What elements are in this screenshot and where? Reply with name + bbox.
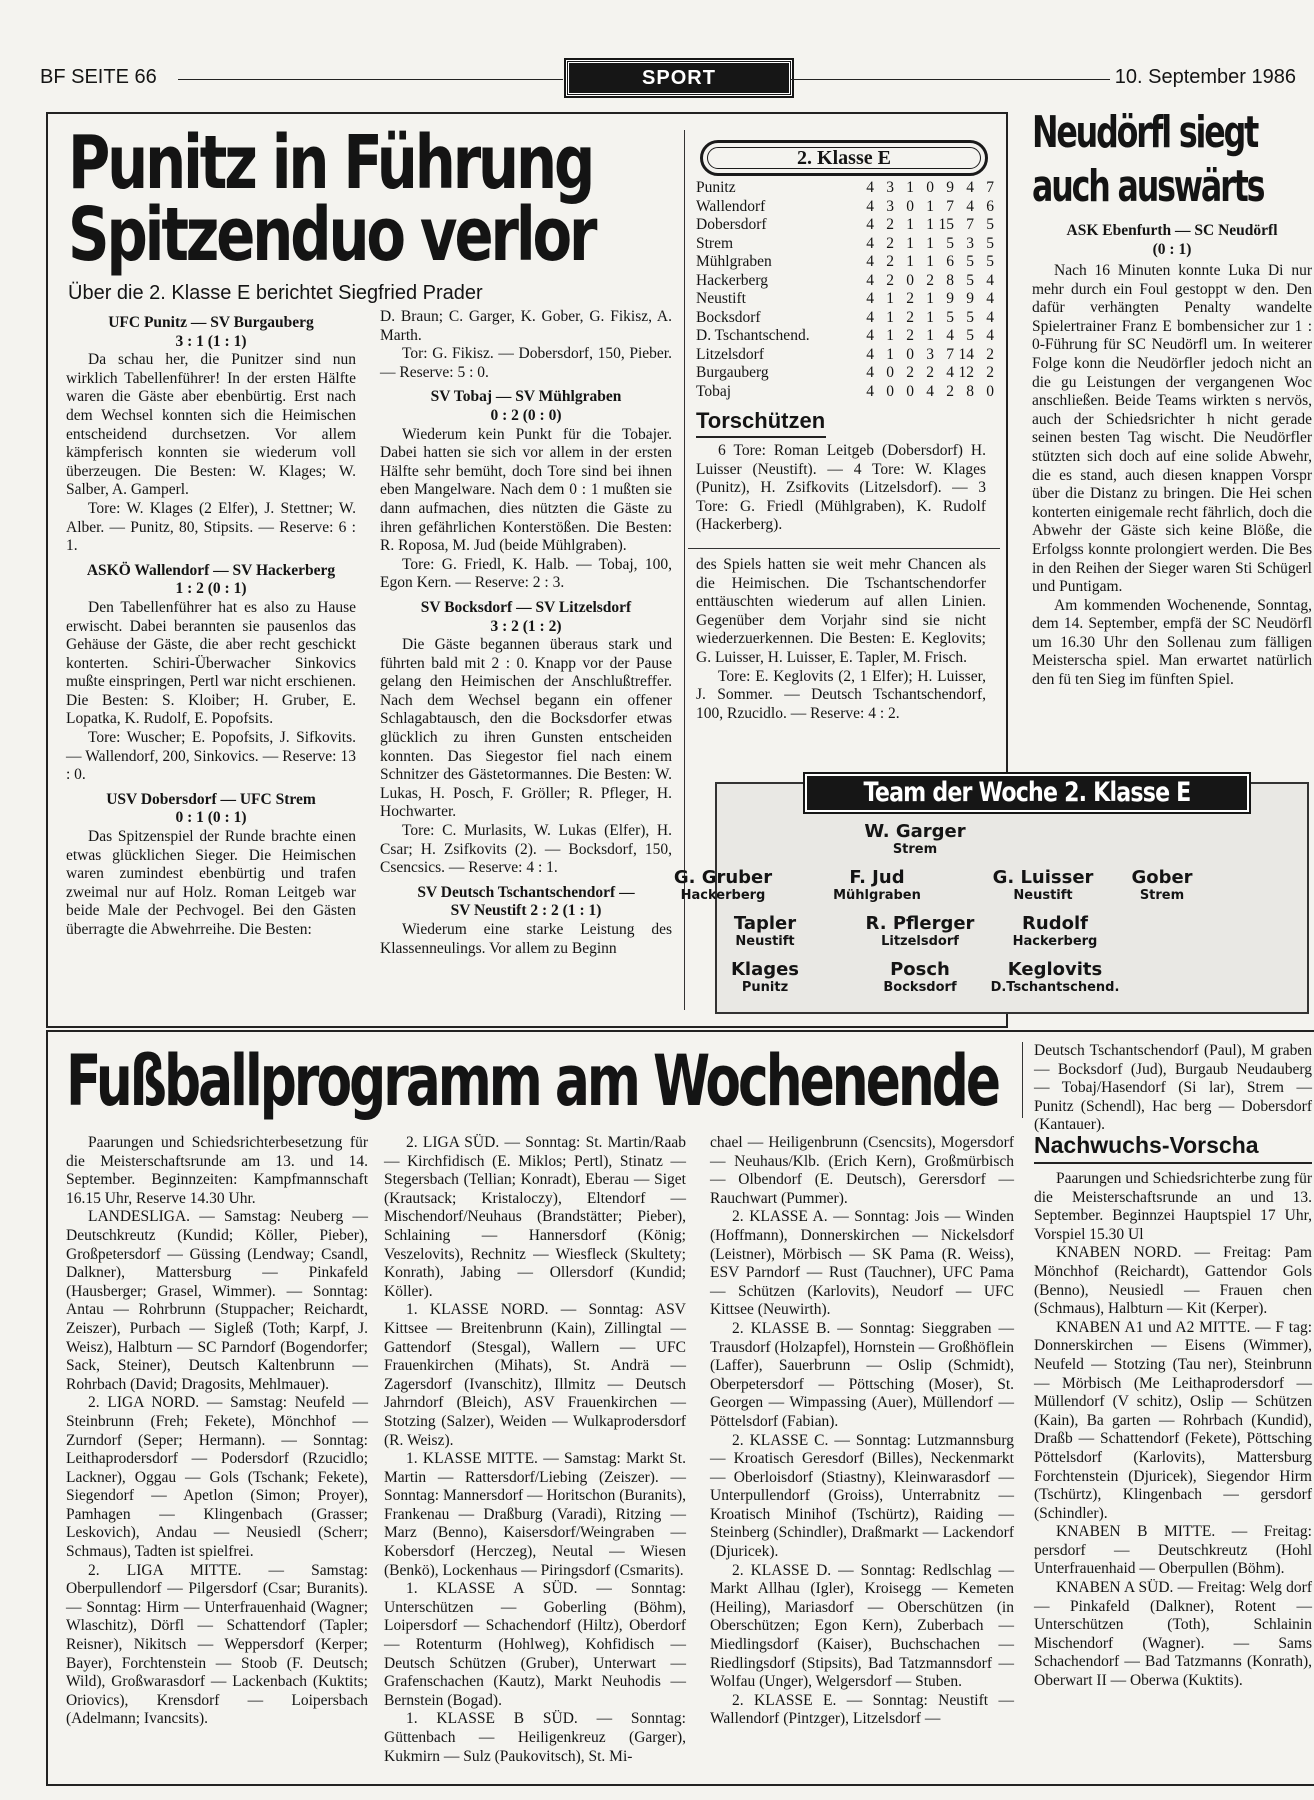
stat-cell: 1 <box>926 234 934 252</box>
program-paragraph: 2. KLASSE D. — Sonntag: Redlschlag — Markt Allhau (Igler), Kroisegg — Kemeten (Heiling), Mariasdorf — Oberschützen (in Oberschützen; Egon Kern), Zuberbach — Miedlingsdorf (Kaiser), Buchschachen — Riedlingsdorf (Stipsits), Bad Tatzmannsdorf — Wolfau (Unger), Welgersdorf — Stuben. <box>710 1561 1014 1691</box>
match-header: 3 : 2 (1 : 2) <box>490 617 562 635</box>
youth-title-underline <box>1034 1162 1312 1164</box>
standings-row <box>696 179 994 198</box>
player-club: Punitz <box>741 980 789 995</box>
player-name: W. Garger <box>864 821 966 842</box>
player-name: Rudolf <box>1022 913 1088 934</box>
article-paragraph: Die Gäste begannen überaus stark und führten bald mit 2 : 0. Knapp vor der Pause gelang den Heimischen der Anschlußtreffer. Nach dem Wechsel begann ein offener Schlagabtausch, den die Bocksdorfer etwas glücklich zu ihren Gunsten entscheiden konnten. Das Siegestor fiel nach einem Schnitzer des Gästetormannes. Die Besten: W. Lukas, H. Posch, F. Gröller; R. Pfleger, H. Hochwarter. <box>380 636 672 821</box>
article-paragraph: Das Spitzenspiel der Runde brachte einen etwas glücklichen Sieger. Die Heimischen waren zumindest ebenbürtig und trafen zweimal nur auf Holz. Roman Leitgeb war beide Male der Pechvogel. Bei den Gästen überragte die Abwehrreihe. Die Besten: <box>66 828 356 938</box>
stat-cell: 1 <box>886 308 894 326</box>
program-paragraph: 1. KLASSE B SÜD. — Sonntag: Güttenbach — Heiligenkreuz (Garger), Kukmirn — Sulz (Paukovitsch), St. Mi- <box>384 1710 686 1765</box>
stat-cell: 5 <box>946 234 954 252</box>
program-paragraph: KNABEN A1 und A2 MITTE. — F tag: Donnerskirchen — Eisens (Wimmer), Neufeld — Stotzing (Tau ner), Steinbrunn — Mörbisch (Me Leithaprodersdorf — Müllendorf (V schitz), Oslip — Schützen (Kain), Ba garten — Rohrbach (Kundid), Draßb — Schattendorf (Fekete), Pöttsching Pöttelsdorf (Karlovits), Mattersburg Forchtenstein (Djuricek), Siegendor Hirm (Tschürtz), Klingenbach — gersdorf (Schindler). <box>1034 1318 1312 1522</box>
side-match: ASK Ebenfurth — SC Neudörfl (0 : 1) <box>1066 222 1278 258</box>
stat-cell: 9 <box>946 290 954 307</box>
program-paragraph: KNABEN A SÜD. — Freitag: Welg dorf — Pinkafeld (Dalkner), Rotent — Unterschützen (Toth), Schlainin Mischendorf (Wagner). — Sams Schachendorf — Bad Tatzmanns (Konrath), Oberwart II — Oberwa (Kuktits). <box>1034 1579 1312 1690</box>
main-article-column-3 <box>696 556 986 761</box>
program-paragraph: 2. KLASSE E. — Sonntag: Neustift — Wallendorf (Pintzger), Litzelsdorf — <box>710 1691 1014 1728</box>
stat-cell: 0 <box>906 345 914 363</box>
stat-cell: 7 <box>966 216 974 233</box>
standings-row <box>696 364 994 383</box>
article-paragraph: Tore: G. Friedl, K. Halb. — Tobaj, 100, Egon Kern. — Reserve: 2 : 3. <box>380 555 672 592</box>
stat-cell: 5 <box>966 271 974 289</box>
match-header: SV Deutsch Tschantschendorf — <box>417 883 635 901</box>
team-name: Mühlgraben <box>696 253 772 270</box>
match-header: 0 : 1 (0 : 1) <box>175 809 247 827</box>
program-paragraph: chael — Heiligenbrunn (Csencsits), Mogersdorf — Neuhaus/Klb. (Erich Kern), Großmürbisch — Olbendorf (E. Deutsch), Gerersdorf — Rauchwart (Pummer). <box>710 1134 1014 1207</box>
stat-cell: 1 <box>886 290 894 307</box>
side-headline-line1: Neudörfl siegt <box>1032 107 1258 158</box>
stat-cell: 4 <box>866 179 874 196</box>
stat-cell: 3 <box>886 197 894 215</box>
stat-cell: 5 <box>946 308 954 326</box>
team-player <box>638 868 808 903</box>
standings-row <box>696 309 994 328</box>
team-name: Dobersdorf <box>696 216 767 233</box>
main-article-column-2 <box>380 308 672 1018</box>
stat-cell: 8 <box>946 271 954 289</box>
program-divider <box>1022 1042 1023 1118</box>
standings-row <box>696 290 994 309</box>
program-headline: Fußballprogramm am Wochenende <box>66 1040 999 1122</box>
article-paragraph: Da schau her, die Punitzer sind nun wirklich Tabellenführer! In der ersten Hälfte waren die Gäste aber ebenbürtig. Erst nach dem Wechsel konnten sich die Heimischen entscheidend durchsetzen. Vor allem kämpferisch konnten sie wiederum voll überzeugen. Die Besten: W. Klages; W. Salber, A. Gamperl. <box>66 351 356 499</box>
article-paragraph: D. Braun; C. Garger, K. Gober, G. Fikisz, A. Marth. <box>380 308 672 344</box>
main-headline-line2: Spitzenduo verlor <box>68 192 595 278</box>
stat-cell: 1 <box>906 179 914 196</box>
stat-cell: 7 <box>986 179 994 196</box>
stat-cell: 3 <box>886 179 894 196</box>
player-name: Keglovits <box>1007 959 1103 980</box>
standings-row <box>696 346 994 365</box>
program-column-1 <box>66 1134 368 1774</box>
match-header: SV Neustift 2 : 2 (1 : 1) <box>450 902 602 920</box>
stat-cell: 1 <box>926 216 934 233</box>
player-club: Hackerberg <box>680 888 766 903</box>
stat-cell: 4 <box>866 253 874 270</box>
stat-cell: 4 <box>866 345 874 363</box>
stat-cell: 8 <box>966 382 974 400</box>
player-club: Strem <box>892 842 938 857</box>
match-header: 3 : 1 (1 : 1) <box>175 332 247 350</box>
team-name: Tobaj <box>696 382 732 400</box>
standings-title: 2. Klasse E <box>700 140 988 176</box>
program-paragraph: Paarungen und Schiedsrichterbe zung für die Meisterschaftsrunde an und 13. September. Beginnzei Hauptspiel 17 Uhr, Vorspiel 15.30 Ul <box>1034 1170 1312 1243</box>
stat-cell: 3 <box>966 234 974 252</box>
program-paragraph: Paarungen und Schiedsrichterbesetzung für die Meisterschaftsrunde am 13. und 14. September. Beginnzeiten: Kampfmannschaft 16.15 Uhr, Reserve 14.30 Uhr. <box>66 1134 368 1207</box>
standings-row <box>696 327 994 346</box>
article-paragraph: Tor: G. Fikisz. — Dobersdorf, 150, Pieber. — Reserve: 5 : 0. <box>380 345 672 381</box>
program-paragraph: 2. LIGA SÜD. — Sonntag: St. Martin/Raab — Kirchfidisch (E. Miklos; Pertl), Stinatz — Stegersbach (Tellian; Konradt), Eberau — Siget (Krautsack; Kristaloczy), Eltendorf — Mischendorf/Neuhaus (Brandstätter; Pieber), Schlaining — Hannersdorf (König; Veszelovits), Rechnitz — Wiesfleck (Skultety; Konrath), Jabing — Ollersdorf (Kundid; Köller). <box>384 1134 686 1300</box>
player-name: G. Gruber <box>673 867 773 888</box>
player-club: Mühlgraben <box>833 888 921 903</box>
header-rule-right <box>790 79 1110 80</box>
stat-cell: 4 <box>986 308 994 326</box>
match-header: ASKÖ Wallendorf — SV Hackerberg <box>86 561 336 579</box>
player-club: Bocksdorf <box>883 980 957 995</box>
team-name: Punitz <box>696 179 736 196</box>
stat-cell: 0 <box>886 382 894 400</box>
page-number: BF SEITE 66 <box>40 66 157 88</box>
stat-cell: 2 <box>906 290 914 307</box>
stat-cell: 4 <box>986 271 994 289</box>
match-header: SV Bocksdorf — SV Litzelsdorf <box>420 598 632 616</box>
program-paragraph: 1. KLASSE A SÜD. — Sonntag: Unterschützen — Goberling (Böhm), Loipersdorf — Schachendorf (Hiltz), Oberdorf — Rotenturm (Hohlweg), Kohfidisch — Deutsch Schützen (Gruber), Unterwart — Grafenschachen (Kautz), Markt Neuhodis — Bernstein (Bogad). <box>384 1580 686 1709</box>
stat-cell: 6 <box>946 253 954 270</box>
stat-cell: 4 <box>866 234 874 252</box>
stat-cell: 5 <box>966 308 974 326</box>
team-name: Bocksdorf <box>696 308 761 326</box>
stat-cell: 4 <box>866 364 874 381</box>
stat-cell: 1 <box>926 253 934 270</box>
standings-row <box>696 383 994 402</box>
program-paragraph: 2. LIGA MITTE. — Samstag: Oberpullendorf — Pilgersdorf (Csar; Buranits). — Sonntag: Hirm — Unterfrauenhaid (Wagner; Wlaschitz), Dörfl — Schattendorf (Tapler; Reisner), Nikitsch — Weppersdorf (Kerper; Bayer), Forchtenstein — Stoob (F. Deutsch; Wild), Großwarasdorf — Lackenbach (Kuktits; Oriovics), Krensdorf — Loipersbach (Adelmann; Ivancsits). <box>66 1561 368 1728</box>
team-name: Burgauberg <box>696 364 769 381</box>
program-paragraph: 2. KLASSE A. — Sonntag: Jois — Winden (Hoffmann), Donnerskirchen — Nickelsdorf (Leistner), Mörbisch — SK Pama (R. Weiss), ESV Parndorf — Rust (Tauchner), UFC Pama — Schützen (Karlovits), Neudorf — UFC Kittsee (Neuwirth). <box>710 1208 1014 1319</box>
stat-cell: 1 <box>906 234 914 252</box>
stat-cell: 0 <box>906 271 914 289</box>
team-name: Hackerberg <box>696 271 769 289</box>
article-paragraph: Den Tabellenführer hat es also zu Hause erwischt. Dabei berannten sie pausenlos das Gehäuse der Gäste, die aber recht geschickt konterten. Schiri-Überwacher Sinkovics mußte einspringen, Pertl war nicht erschienen. Die Besten: S. Kloiber; H. Gruber, E. Lopatka, K. Rudolf, E. Popofsits. <box>66 598 356 728</box>
stat-cell: 6 <box>986 197 994 215</box>
stat-cell: 2 <box>986 364 994 381</box>
byline: Über die 2. Klasse E berichtet Siegfried Prader <box>68 282 483 304</box>
team-player <box>680 914 850 949</box>
program-paragraph: KNABEN B MITTE. — Freitag: persdorf — Deutschkreutz (Hohl Unterfrauenhaid — Oberpullen (Böhm). <box>1034 1523 1312 1578</box>
stat-cell: 4 <box>986 327 994 344</box>
standings-row <box>696 272 994 291</box>
stat-cell: 9 <box>966 290 974 307</box>
stat-cell: 1 <box>906 253 914 270</box>
header-rule-left <box>178 79 563 80</box>
match-header: UFC Punitz — SV Burgauberg <box>108 314 314 331</box>
stat-cell: 2 <box>886 253 894 270</box>
stat-cell: 4 <box>866 290 874 307</box>
stat-cell: 2 <box>986 345 994 363</box>
stat-cell: 2 <box>906 308 914 326</box>
side-headline-line2: auch auswärts <box>1032 161 1264 212</box>
program-paragraph: KNABEN NORD. — Freitag: Pam Mönchhof (Reichardt), Gattendor Gols (Benno), Neusiedl — Frauen chen (Schmaus), Halbturn — Kit (Kerper). <box>1034 1244 1312 1318</box>
article-paragraph: des Spiels hatten sie weit mehr Chancen als die Heimischen. Die Tschantschendorfer enttäuschten wiederum auf allen Linien. Gegenüber dem Vorjahr sind sie nicht wiederzuerkennen. Die Besten: E. Keglovits; G. Luisser, H. Luisser, E. Tapler, M. Frisch. <box>696 556 986 666</box>
stat-cell: 1 <box>926 308 934 326</box>
stat-cell: 0 <box>926 179 934 196</box>
team-of-week-title: Team der Woche 2. Klasse E <box>805 774 1249 812</box>
stat-cell: 1 <box>926 290 934 307</box>
stat-cell: 4 <box>966 179 974 196</box>
match-header: SV Tobaj — SV Mühlgraben <box>430 388 622 406</box>
player-name: Posch <box>890 959 950 980</box>
stat-cell: 2 <box>906 364 914 381</box>
youth-preview-title: Nachwuchs-Vorscha <box>1034 1132 1259 1158</box>
player-name: F. Jud <box>849 867 905 888</box>
player-club: Litzelsdorf <box>881 934 959 949</box>
team-player <box>970 914 1140 949</box>
player-name: Tapler <box>733 913 797 934</box>
stat-cell: 2 <box>906 327 914 344</box>
player-name: R. Pflerger <box>865 913 975 934</box>
stat-cell: 2 <box>886 234 894 252</box>
stat-cell: 4 <box>866 382 874 400</box>
stat-cell: 2 <box>886 271 894 289</box>
player-club: Neustift <box>735 934 795 949</box>
scorers-text: 6 Tore: Roman Leitgeb (Dobersdorf) H. Luisser (Neustift). — 4 Tore: W. Klages (Punitz), H. Zsifkovits (Litzelsdorf). — 3 Tore: G. Friedl (Mühlgraben), K. Rudolf (Hackerberg). <box>696 442 986 534</box>
player-club: Hackerberg <box>1012 934 1098 949</box>
stat-cell: 4 <box>946 327 954 344</box>
stat-cell: 4 <box>966 197 974 215</box>
team-player <box>792 868 962 903</box>
issue-date: 10. September 1986 <box>1114 66 1296 88</box>
stat-cell: 5 <box>986 216 994 233</box>
stat-cell: 0 <box>906 382 914 400</box>
team-player <box>1077 868 1247 903</box>
stat-cell: 2 <box>946 382 954 400</box>
stat-cell: 4 <box>946 364 954 381</box>
stat-cell: 5 <box>986 234 994 252</box>
section-label: SPORT <box>566 60 792 96</box>
stat-cell: 2 <box>886 216 894 233</box>
standings-table <box>696 179 994 401</box>
article-paragraph: Wiederum kein Punkt für die Tobajer. Dabei hatten sie sich vor allem in der ersten Hälfte sehr bemüht, doch Tore sind bei ihnen eben Mangelware. Nach dem 0 : 1 mußten sie dann aufmachen, dies nützten die Gäste zu ihren gefährlichen Konterstößen. Die Besten: R. Roposa, M. Jud (beide Mühlgraben). <box>380 425 672 555</box>
stat-cell: 7 <box>946 345 954 363</box>
standings-row <box>696 253 994 272</box>
program-paragraph: 2. KLASSE B. — Sonntag: Sieggraben — Trausdorf (Holzapfel), Hornstein — Großhöflein (Laffer), Sauerbrunn — Oslip (Schmidt), Oberpetersdorf — Pöttsching (Moser), St. Georgen — Wimpassing (Auer), Müllendorf — Pöttelsdorf (Fabian). <box>710 1319 1014 1430</box>
program-column-4 <box>1034 1170 1312 1774</box>
stat-cell: 1 <box>886 345 894 363</box>
stat-cell: 4 <box>866 308 874 326</box>
program-paragraph: 2. KLASSE C. — Sonntag: Lutzmannsburg — Kroatisch Geresdorf (Billes), Neckenmarkt — Oberloisdorf (Stiastny), Kleinwarasdorf — Unterpullendorf (Groiss), Unterrabnitz — Kroatisch Minihof (Tschürtz), Raiding — Steinberg (Schindler), Draßmarkt — Lackendorf (Djuricek). <box>710 1431 1014 1561</box>
player-name: G. Luisser <box>992 867 1094 888</box>
stat-cell: 3 <box>926 345 934 363</box>
stat-cell: 7 <box>946 197 954 215</box>
stat-cell: 4 <box>866 327 874 344</box>
scorers-underline <box>696 436 826 438</box>
program-paragraph: 1. KLASSE MITTE. — Samstag: Markt St. Martin — Rattersdorf/Liebing (Zeiszer). — Sonntag: Mannersdorf — Horitschon (Buranits), Frankenau — Draßburg (Varadi), Ritzing — Marz (Benno), Kaisersdorf/Weingraben — Kobersdorf (Herczeg), Neutal — Wiesen (Benkö), Lockenhaus — Piringsdorf (Csmarits). <box>384 1450 686 1579</box>
program-column-4-top: Deutsch Tschantschendorf (Paul), M graben — Bocksdorf (Jud), Burgaub Neudauberg — Tobaj/Hasendorf (Si lar), Strem — Punitz (Schendl), Hac berg — Dobersdorf (Kantauer). <box>1034 1042 1312 1134</box>
program-paragraph: 1. KLASSE NORD. — Sonntag: ASV Kittsee — Breitenbrunn (Kain), Zillingtal — Gattendorf (Stesgal), Wallern — UFC Frauenkirchen (Mihats), St. Andrä — Zagersdorf (Ivanschitz), Illmitz — Deutsch Jahrndorf (Bleich), ASV Frauenkirchen — Stotzing (Salzer), Weiden — Wulkaprodersdorf (R. Weisz). <box>384 1301 686 1449</box>
program-column-3 <box>710 1134 1014 1774</box>
team-player <box>960 960 1150 995</box>
stat-cell: 0 <box>906 197 914 215</box>
main-headline-line1: Punitz in Führung <box>68 120 593 206</box>
match-header: USV Dobersdorf — UFC Strem <box>106 790 316 808</box>
side-article-body: Nach 16 Minuten konnte Luka Di nur mehr durch ein Foul gestoppt w den. Den dafür verhängten Penalty wandelte Spielertrainer Franz E bombensicher zur 1 : 0-Führung für SC Neudörfl um. In weiterer Folge konn die Neudörfler jedoch nicht an die gu Leistungen der vergangenen Woc anschließen. Beide Teams wirkten s nervös, auch der Schiedsrichter h nicht gerade seinen besten Tag wischt. Die Neudörfler stützten sich doch auf eine solide Abwehr, die es stand, auch diesen knappen Vorspr über die Distanz zu bringen. Die Hei schen konterten einigemale recht fährlich, doch die Abwehr der Gäste sich keine Blöße, die Erfolgss konnte prolongiert werden. Die Bes in den Reihen der Sieger waren Sti Schügerl und Puntigam. Am kommenden Wochenende, Sonntag, dem 14. September, empfä der SC Neudörfl um 16.30 Uhr den Sollenau zum fälligen Meisterscha spiel. Man erwartet natürlich den fü ten Sieg im fünften Spiel. <box>1032 262 1312 689</box>
team-name: D. Tschantschend. <box>696 327 810 344</box>
team-name: Neustift <box>696 290 746 307</box>
team-player <box>830 822 1000 857</box>
article-paragraph: Tore: E. Keglovits (2, 1 Elfer); H. Luisser, J. Sommer. — Deutsch Tschantschendorf, 100, Rzucidlo. — Reserve: 4 : 2. <box>696 667 986 722</box>
stat-cell: 5 <box>986 253 994 270</box>
stat-cell: 15 <box>938 216 954 233</box>
stat-cell: 14 <box>958 345 974 363</box>
stat-cell: 1 <box>926 197 934 215</box>
stat-cell: 4 <box>866 197 874 215</box>
match-header: 0 : 2 (0 : 0) <box>490 406 562 424</box>
main-article-column-1 <box>66 308 356 1018</box>
article-paragraph: Tore: W. Klages (2 Elfer), J. Stettner; W. Alber. — Punitz, 80, Stipsits. — Reserve: 6 : 1. <box>66 499 356 555</box>
standings-row <box>696 235 994 254</box>
player-club: Strem <box>1139 888 1185 903</box>
stat-cell: 5 <box>966 327 974 344</box>
article-paragraph: Tore: C. Murlasits, W. Lukas (Elfer), H. Csar; H. Zsifkovits (2). — Bocksdorf, 150, Csencsics. — Reserve: 4 : 1. <box>380 822 672 877</box>
standings-row <box>696 198 994 217</box>
stat-cell: 1 <box>906 216 914 233</box>
stat-cell: 0 <box>986 382 994 400</box>
team-name: Wallendorf <box>696 197 766 215</box>
article-paragraph: Wiederum eine starke Leistung des Klassenneulings. Vor allem zu Beginn <box>380 921 672 957</box>
program-paragraph: 2. LIGA NORD. — Samstag: Neufeld — Steinbrunn (Freh; Fekete), Mönchhof — Zurndorf (Seper; Hermann). — Sonntag: Leithaprodersdorf — Podersdorf (Rzucidlo; Lackner), Oggau — Gols (Tschank; Fekete), Siegendorf — Apetlon (Simon; Proyer), Pamhagen — Klingenbach (Grasser; Leskovich), Andau — Neusiedl (Scherr; Schmaus), Tadten ist spielfrei. <box>66 1394 368 1561</box>
stat-cell: 4 <box>986 290 994 307</box>
team-name: Strem <box>696 234 734 252</box>
stat-cell: 9 <box>946 179 954 196</box>
scorers-title: Torschützen <box>696 408 826 433</box>
stat-cell: 4 <box>866 271 874 289</box>
stat-cell: 1 <box>886 327 894 344</box>
article-paragraph: Tore: Wuscher; E. Popofsits, J. Sifkovits. — Wallendorf, 200, Sinkovics. — Reserve: 13 : 0. <box>66 729 356 784</box>
stat-cell: 5 <box>966 253 974 270</box>
team-player <box>680 960 850 995</box>
stat-cell: 2 <box>926 364 934 381</box>
scorers-divider <box>688 548 1000 549</box>
player-club: D.Tschantschend. <box>990 980 1120 995</box>
player-name: Klages <box>730 959 800 980</box>
standings-row <box>696 216 994 235</box>
player-club: Neustift <box>1013 888 1073 903</box>
match-header: 1 : 2 (0 : 1) <box>175 580 247 598</box>
program-column-2 <box>384 1134 686 1774</box>
stat-cell: 2 <box>926 271 934 289</box>
stat-cell: 1 <box>926 327 934 344</box>
stat-cell: 0 <box>886 364 894 381</box>
player-name: Gober <box>1131 867 1193 888</box>
program-paragraph: LANDESLIGA. — Samstag: Neuberg — Deutschkreutz (Kundid; Köller, Pieber), Großpetersdorf — Güssing (Lendway; Csandl, Dalkner), Mattersburg — Pinkafeld (Hausberger; Grasel, Wimmer). — Sonntag: Antau — Rohrbrunn (Stuppacher; Reichardt, Zeiszer), Purbach — Sigleß (Toth; Karpf, J. Weisz), Halbturn — SC Parndorf (Bogendorfer; Sack, Steiner), Deutsch Kaltenbrunn — Rohrbach (David; Dragosits, Mehlmauer). <box>66 1208 368 1393</box>
stat-cell: 4 <box>926 382 934 400</box>
stat-cell: 4 <box>866 216 874 233</box>
stat-cell: 12 <box>958 364 974 381</box>
team-name: Litzelsdorf <box>696 345 765 363</box>
